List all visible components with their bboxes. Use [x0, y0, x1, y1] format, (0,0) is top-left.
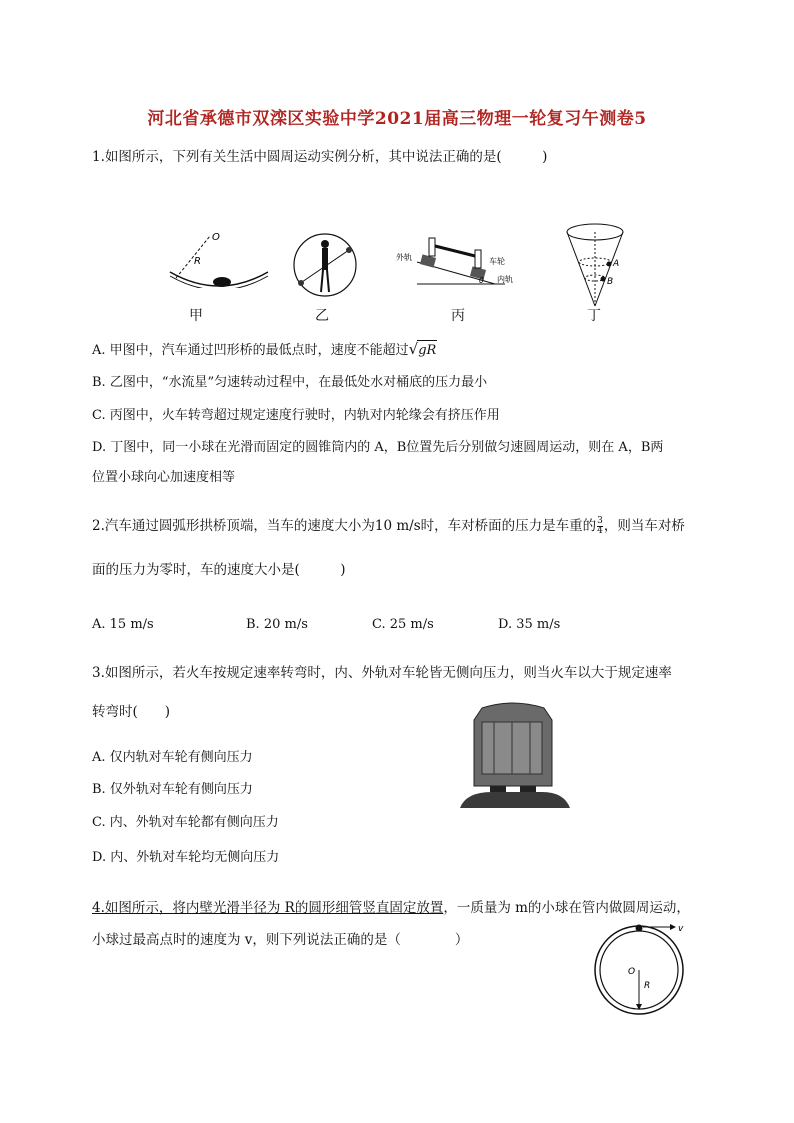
question-3-stem-line2: 转弯时( ) — [92, 704, 171, 720]
question-2-option-c: C. 25 m/s — [372, 617, 434, 632]
question-1-option-d-line1: D. 丁图中，同一小球在光滑而固定的圆锥筒内的 A，B位置先后分别做匀速圆周运动，则在 A，B两 — [92, 440, 664, 455]
question-2-option-a: A. 15 m/s — [92, 617, 154, 632]
page-title: 河北省承德市双滦区实验中学2021届高三物理一轮复习午测卷5 — [147, 109, 647, 129]
q4-stem-rest: ，一质量为 m的小球在管内做圆周运动， — [443, 900, 690, 916]
fig-jia-O-label: O — [212, 232, 220, 243]
figure-label-ding: 丁 — [587, 308, 601, 324]
question-2-stem-line2: 面的压力为零时，车的速度大小是( ) — [92, 562, 346, 578]
fig-bing-outer-label: 外轨 — [396, 253, 412, 262]
figure-ding-cone — [565, 218, 625, 312]
q2-stem-a: 2.汽车通过圆弧形拱桥顶端，当车的速度大小为10 m/s时，车对桥面的压力是车重的 — [92, 518, 597, 534]
figure-label-jia: 甲 — [189, 308, 203, 324]
fig-q4-O-label: O — [628, 967, 636, 977]
question-2-stem-line1 — [92, 516, 685, 536]
figure-yi-water-meteor — [292, 232, 358, 298]
question-4-stem-line1 — [92, 898, 690, 918]
fig-ding-B-label: B — [607, 277, 614, 287]
figure-circular-tube — [592, 918, 694, 1020]
fig-q4-R-label: R — [644, 981, 651, 991]
q1-option-a-text: A. 甲图中，汽车通过凹形桥的最低点时，速度不能超过 — [92, 343, 409, 358]
fig-jia-R-label: R — [194, 256, 201, 267]
q2-frac-num: 3 — [597, 516, 603, 526]
fig-bing-inner-label: 内轨 — [497, 275, 513, 284]
q4-stem-underlined: 4.如图所示，将内壁光滑半径为 R的圆形细管竖直固定放置 — [92, 900, 444, 916]
fig-bing-theta-label: θ — [479, 276, 484, 285]
q2-stem-b: ，则当车对桥 — [603, 518, 685, 534]
fig-bing-wheel-label: 车轮 — [489, 257, 505, 266]
question-1-option-b: B. 乙图中，“水流星”匀速转动过程中，在最低处水对桶底的压力最小 — [92, 375, 488, 390]
figure-jia-concave-bridge — [164, 228, 274, 288]
question-3-option-c: C. 内、外轨对车轮都有侧向压力 — [92, 815, 279, 830]
q1-option-a-sqrt: gR — [417, 340, 437, 361]
q2-fraction — [597, 517, 603, 536]
question-3-stem-line1: 3.如图所示，若火车按规定速率转弯时，内、外轨对车轮皆无侧向压力，则当火车以大于规定速率 — [92, 665, 672, 681]
question-2-option-b: B. 20 m/s — [246, 617, 308, 632]
question-1-option-a: A. 甲图中，汽车通过凹形桥的最低点时，速度不能超过√gR — [92, 339, 437, 361]
question-3-option-d: D. 内、外轨对车轮均无侧向压力 — [92, 850, 280, 865]
question-1-option-d-line2: 位置小球向心加速度相等 — [92, 470, 236, 485]
q2-frac-den: 4 — [597, 526, 603, 536]
figure-label-yi: 乙 — [315, 308, 329, 324]
question-3-option-b: B. 仅外轨对车轮有侧向压力 — [92, 782, 253, 797]
fig-q4-v-label: v — [678, 924, 684, 934]
figure-bing-rail-curve — [395, 232, 525, 292]
question-2-option-d: D. 35 m/s — [498, 617, 561, 632]
question-1-stem: 1.如图所示，下列有关生活中圆周运动实例分析，其中说法正确的是( ) — [92, 149, 548, 165]
figure-train-on-banked-track — [452, 700, 572, 810]
question-3-option-a: A. 仅内轨对车轮有侧向压力 — [92, 750, 253, 765]
figure-label-bing: 丙 — [451, 308, 465, 324]
fig-ding-A-label: A — [613, 259, 620, 269]
question-1-option-c: C. 丙图中，火车转弯超过规定速度行驶时，内轨对内轮缘会有挤压作用 — [92, 408, 500, 423]
question-4-stem-line2: 小球过最高点时的速度为 v，则下列说法正确的是（ ） — [92, 932, 469, 948]
